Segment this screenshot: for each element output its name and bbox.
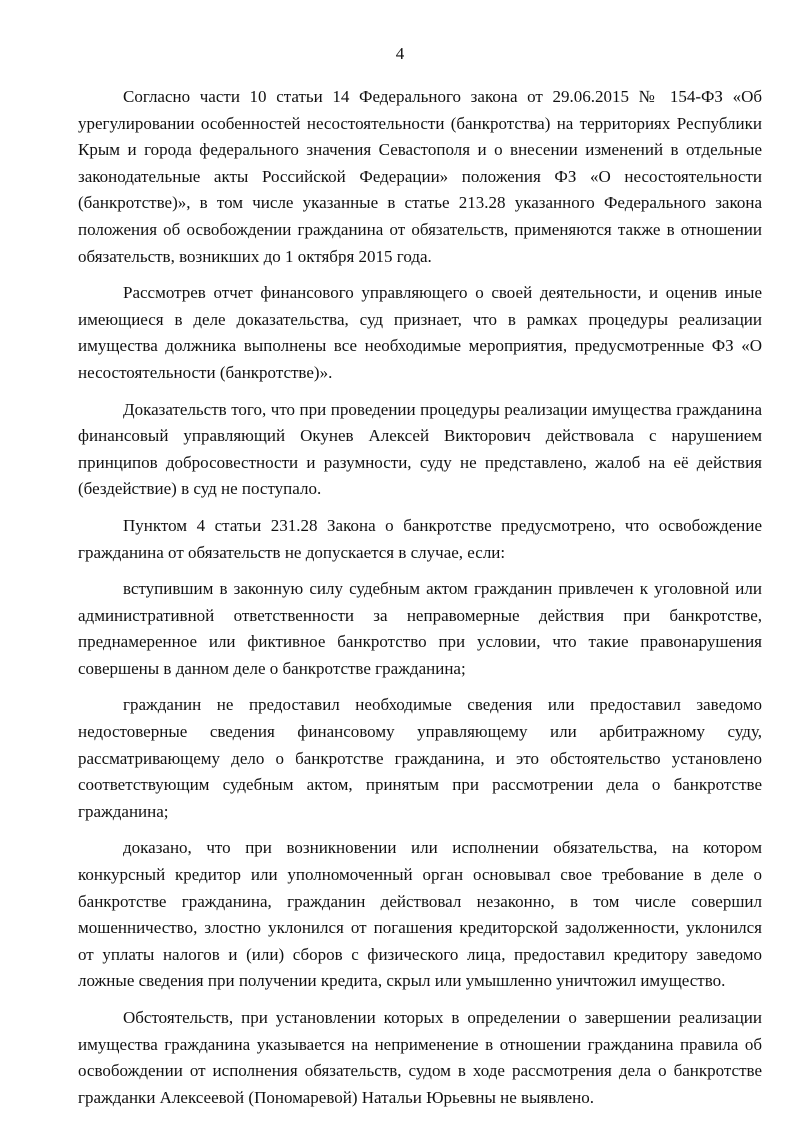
paragraph-article-231-28: Пунктом 4 статьи 231.28 Закона о банкротстве предусмотрено, что освобождение гражданина от обязательств не допускается в случае, если: <box>78 515 762 562</box>
paragraph-condition-criminal-liability: вступившим в законную силу судебным актом гражданин привлечен к уголовной или административной ответственности за неправомерные действия при банкротстве, преднамеренное или фиктивное банкротство при условии, что такие правонарушения совершены в данном деле о банкротстве гражданина; <box>78 579 762 678</box>
paragraph-no-violations: Доказательств того, что при проведении процедуры реализации имущества гражданина финансовый управляющий Окунев Алексей Викторович действовала с нарушением принципов добросовестности и разумности, суду не представлено, жалоб на её действия (бездействие) в суд не поступало. <box>78 399 762 499</box>
paragraph-manager-report: Рассмотрев отчет финансового управляющего о своей деятельности, и оценив иные имеющиеся в деле доказательства, суд признает, что в рамках процедуры реализации имущества должника выполнены все необходимые мероприятия, предусмотренные ФЗ «О несостоятельности (банкротстве)». <box>78 283 762 382</box>
document-body <box>78 84 762 1121</box>
paragraph-federal-law-154: Согласно части 10 статьи 14 Федерального закона от 29.06.2015 № 154-ФЗ «Об урегулировании особенностей несостоятельности (банкротства) на территориях Республики Крым и города федерального значения Севастополя и о внесении изменений в отдельные законодательные акты Российской Федерации» положения ФЗ «О несостоятельности (банкротстве)», в том числе указанные в статье 213.28 указанного Федерального закона положения об освобождении гражданина от обязательств, применяются также в отношении обязательств, возникших до 1 октября 2015 года. <box>78 87 762 266</box>
paragraph-condition-false-information: гражданин не предоставил необходимые сведения или предоставил заведомо недостоверные сведения финансовому управляющему или арбитражному суду, рассматривающему дело о банкротстве гражданина, и это обстоятельство установлено соответствующим судебным актом, принятым при рассмотрении дела о банкротстве гражданина; <box>78 695 762 821</box>
page-number: 4 <box>395 44 405 63</box>
paragraph-condition-fraud: доказано, что при возникновении или исполнении обязательства, на котором конкурсный кредитор или уполномоченный орган основывал свое требование в деле о банкротстве гражданина, гражданин действовал незаконно, в том числе совершил мошенничество, злостно уклонился от погашения кредиторской задолженности, уклонился от уплаты налогов и (или) сборов с физического лица, предоставил кредитору заведомо ложные сведения при получении кредита, скрыл или умышленно уничтожил имущество. <box>78 838 762 991</box>
paragraph-conclusion: Обстоятельств, при установлении которых в определении о завершении реализации имущества гражданина указывается на неприменение в отношении гражданина правила об освобождении от исполнения обязательств, судом в ходе рассмотрения дела о банкротстве гражданки Алексеевой (Пономаревой) Натальи Юрьевны не выявлено. <box>78 1008 762 1107</box>
